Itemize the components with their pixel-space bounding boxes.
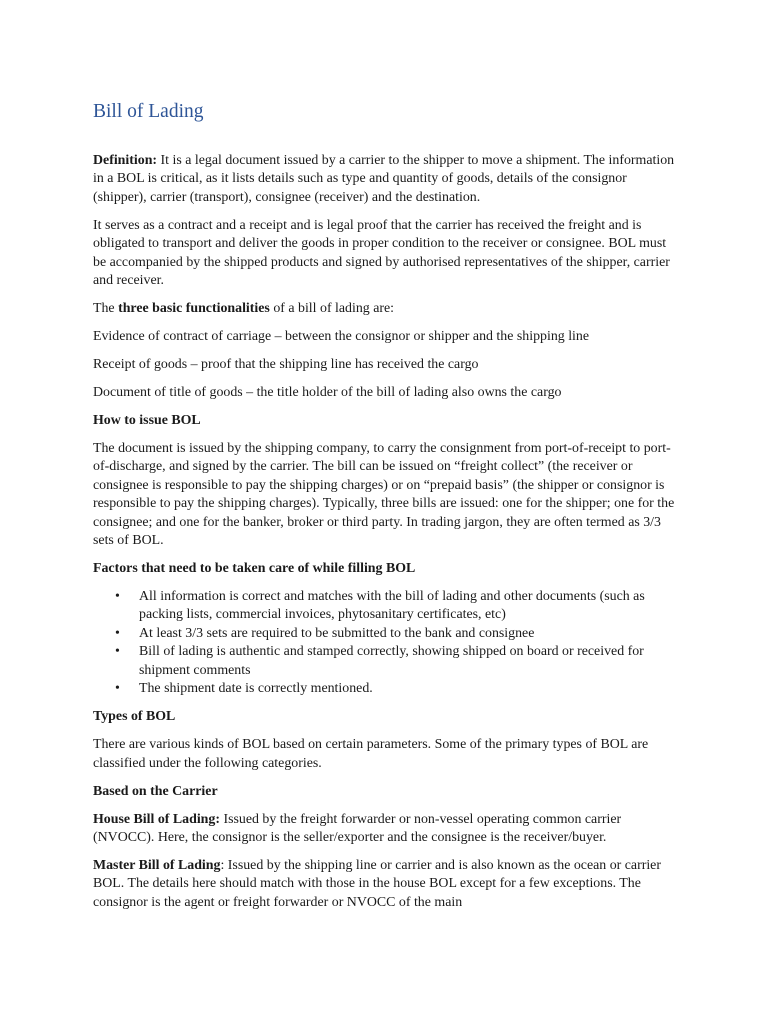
house-bol-label: House Bill of Lading: — [93, 811, 220, 827]
definition-paragraph — [93, 152, 675, 207]
list-item-text: Bill of lading is authentic and stamped correctly, showing shipped on board or received for shipment comments — [139, 644, 644, 678]
master-bol-paragraph — [93, 857, 675, 912]
list-item — [93, 643, 675, 680]
master-bol-text: : Issued by the shipping line or carrier and is also known as the ocean or carrier BOL. The details here should match with those in the house BOL except for a few exceptions. The consignor is the agent or freight forwarder or NVOCC of the main — [93, 857, 661, 910]
document-title: Bill of Lading — [93, 101, 204, 122]
factors-heading: Factors that need to be taken care of while filling BOL — [93, 561, 416, 577]
functionality-item-contract: Evidence of contract of carriage – between the consignor or shipper and the shipping line — [93, 329, 590, 345]
definition-text: It is a legal document issued by a carrier to the shipper to move a shipment. The information in a BOL is critical, as it lists details such as type and quantity of goods, details of the consignor (shipper), carrier (transport), consignee (receiver) and the destination. — [93, 153, 675, 205]
master-bol-label: Master Bill of Lading — [93, 857, 221, 873]
how-to-issue-heading: How to issue BOL — [93, 413, 201, 429]
document-body — [93, 152, 675, 922]
functionality-item-title: Document of title of goods – the title holder of the bill of lading also owns the cargo — [93, 385, 562, 401]
carrier-heading: Based on the Carrier — [93, 783, 218, 799]
list-item — [93, 680, 675, 698]
list-item-text: At least 3/3 sets are required to be submitted to the bank and consignee — [139, 625, 535, 641]
types-heading: Types of BOL — [93, 709, 176, 725]
bullet-icon: • — [115, 625, 120, 641]
bullet-icon: • — [115, 644, 120, 660]
list-item — [93, 588, 675, 625]
list-item — [93, 625, 675, 643]
bullet-icon: • — [115, 681, 120, 697]
functionalities-prefix: The — [93, 301, 119, 317]
functionality-item-receipt: Receipt of goods – proof that the shipping line has received the cargo — [93, 357, 479, 373]
list-item-text: All information is correct and matches with the bill of lading and other documents (such as packing lists, commercial invoices, phytosanitary certificates, etc) — [139, 589, 645, 623]
bullet-icon: • — [115, 589, 120, 605]
definition-label: Definition: — [93, 153, 158, 168]
contract-paragraph: It serves as a contract and a receipt and is legal proof that the carrier has received the freight and is obligated to transport and deliver the goods in proper condition to the receiver or consignee. BOL must be accompanied by the shipped products and signed by authorised representatives of the shipper, carrier and receiver. — [93, 217, 670, 289]
house-bol-text: Issued by the freight forwarder or non-vessel operating common carrier (NVOCC). Here, the consignor is the seller/exporter and the consignee is the receiver/buyer. — [93, 811, 622, 845]
list-item-text: The shipment date is correctly mentioned. — [139, 681, 373, 697]
how-to-issue-paragraph: The document is issued by the shipping company, to carry the consignment from port-of-receipt to port-of-discharge, and signed by the carrier. The bill can be issued on “freight collect” (the receiver or consignee is responsible to pay the shipping charges) or on “prepaid basis” (the shipper or consignor is responsible to pay the shipping charges). Typically, three bills are issued: one for the shipper; one for the consignee; and one for the banker, broker or third party. In trading jargon, they are often termed as 3/3 sets of BOL. — [93, 441, 675, 549]
functionalities-intro — [93, 300, 675, 318]
factors-list — [93, 588, 675, 698]
functionalities-suffix: of a bill of lading are: — [269, 301, 395, 317]
types-paragraph: There are various kinds of BOL based on certain parameters. Some of the primary types of BOL are classified under the following categories. — [93, 737, 649, 771]
functionalities-bold: three basic functionalities — [118, 301, 270, 317]
house-bol-paragraph — [93, 811, 675, 848]
